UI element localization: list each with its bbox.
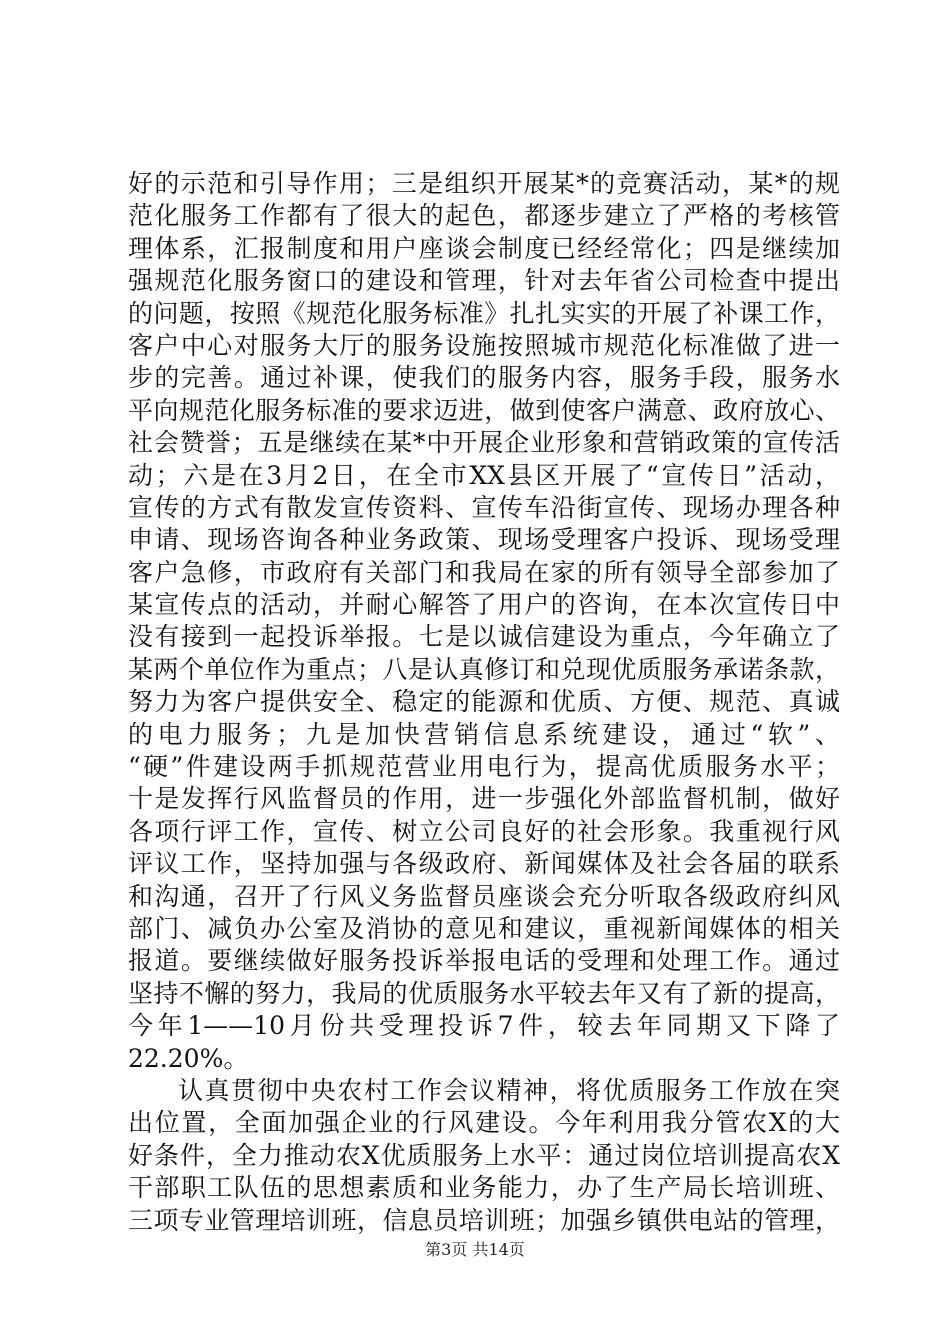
text-line: 各项行评工作，宣传、树立公司良好的社会形象。我重视行风 (128, 816, 840, 846)
text-line: 强规范化服务窗口的建设和管理，针对去年省公司检查中提出 (128, 266, 840, 296)
text-line: 某宣传点的活动，并耐心解答了用户的咨询，在本次宣传日中 (128, 590, 840, 620)
text-line: 努力为客户提供安全、稳定的能源和优质、方便、规范、真诚 (128, 687, 840, 717)
text-line: 报道。要继续做好服务投诉举报电话的受理和处理工作。通过 (128, 946, 840, 976)
text-line: 部门、减负办公室及消协的意见和建议，重视新闻媒体的相关 (128, 913, 840, 943)
text-line: 某两个单位作为重点；八是认真修订和兑现优质服务承诺条款， (128, 654, 840, 684)
text-line: 好的示范和引导作用；三是组织开展某*的竞赛活动，某*的规 (128, 169, 840, 198)
text-line: 的问题，按照《规范化服务标准》扎扎实实的开展了补课工作， (128, 298, 840, 328)
body-text (128, 168, 840, 1237)
text-line: 和沟通，召开了行风义务监督员座谈会充分听取各级政府纠风 (128, 881, 840, 911)
text-line: 客户中心对服务大厅的服务设施按照城市规范化标准做了进一 (128, 330, 840, 360)
paragraph-start-line: 认真贯彻中央农村工作会议精神，将优质服务工作放在突 (178, 1075, 840, 1105)
text-line: 22.20%。 (128, 1043, 249, 1073)
text-line: 申请、现场咨询各种业务政策、现场受理客户投诉、现场受理 (128, 525, 840, 555)
text-line: “硬”件建设两手抓规范营业用电行为，提高优质服务水平； (128, 752, 840, 782)
text-line: 平向规范化服务标准的要求迈进，做到使客户满意、政府放心、 (128, 395, 840, 425)
text-line: 理体系，汇报制度和用户座谈会制度已经经常化；四是继续加 (128, 233, 840, 263)
text-line: 出位置，全面加强企业的行风建设。今年利用我分管农X的大 (128, 1108, 840, 1138)
text-line: 没有接到一起投诉举报。七是以诚信建设为重点，今年确立了 (128, 622, 840, 652)
text-line: 三项专业管理培训班，信息员培训班；加强乡镇供电站的管理， (128, 1205, 840, 1235)
page-footer (0, 1240, 950, 1260)
text-line: 的电力服务；九是加快营销信息系统建设，通过“软”、 (128, 719, 840, 749)
text-line: 评议工作，坚持加强与各级政府、新闻媒体及社会各届的联系 (128, 849, 840, 879)
text-line: 十是发挥行风监督员的作用，进一步强化外部监督机制，做好 (128, 784, 840, 814)
text-line: 动；六是在3月2日，在全市XX县区开展了“宣传日”活动， (128, 460, 840, 490)
page-number: 第3页 共14页 (425, 1240, 525, 1259)
text-line: 今年1——10月份共受理投诉7件，较去年同期又下降了 (128, 1011, 840, 1041)
text-line: 范化服务工作都有了很大的起色，都逐步建立了严格的考核管 (128, 201, 840, 231)
text-line: 客户急修，市政府有关部门和我局在家的所有领导全部参加了 (128, 557, 840, 587)
text-line: 坚持不懈的努力，我局的优质服务水平较去年又有了新的提高， (128, 978, 840, 1008)
text-line: 好条件，全力推动农X优质服务上水平：通过岗位培训提高农X (128, 1140, 840, 1170)
text-line: 干部职工队伍的思想素质和业务能力，办了生产局长培训班、 (128, 1173, 840, 1203)
text-line: 宣传的方式有散发宣传资料、宣传车沿街宣传、现场办理各种 (128, 492, 840, 522)
text-line: 步的完善。通过补课，使我们的服务内容，服务手段，服务水 (128, 363, 840, 393)
text-line: 社会赞誉；五是继续在某*中开展企业形象和营销政策的宣传活 (128, 428, 840, 458)
